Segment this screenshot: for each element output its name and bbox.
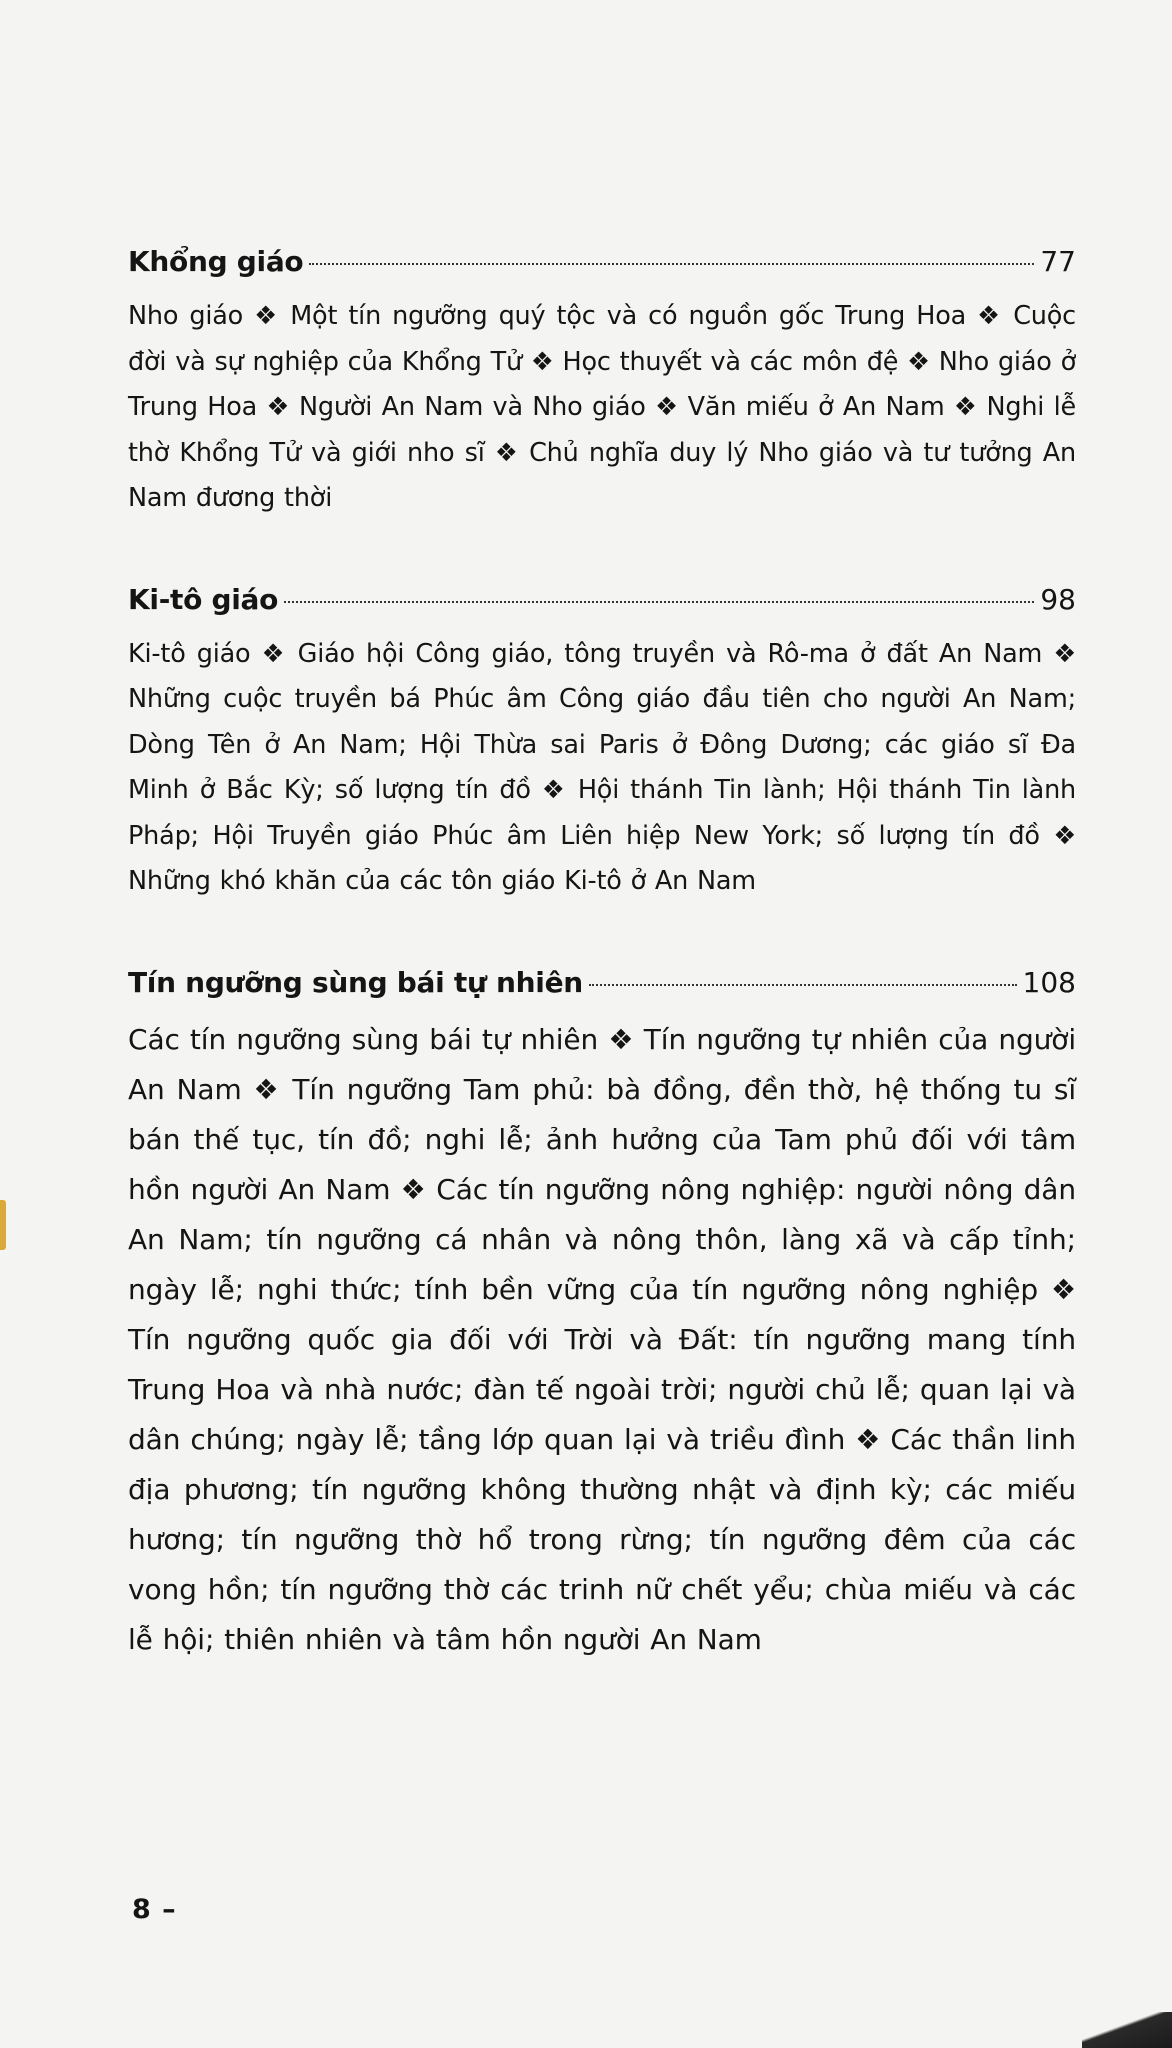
- page-number-footer: 8 –: [132, 1894, 177, 1925]
- dot-leader: [589, 984, 1017, 986]
- toc-entry-description: Các tín ngưỡng sùng bái tự nhiên ❖ Tín ngưỡng tự nhiên của người An Nam ❖ Tín ngưỡng Tam phủ: bà đồng, đền thờ, hệ thống tu sĩ bán thế tục, tín đồ; nghi lễ; ảnh hưởng của Tam phủ đối với tâm hồn người An Nam ❖ Các tín ngưỡng nông nghiệp: người nông dân An Nam; tín ngưỡng cá nhân và nông thôn, làng xã và cấp tỉnh; ngày lễ; nghi thức; tính bền vững của tín ngưỡng nông nghiệp ❖ Tín ngưỡng quốc gia đối với Trời và Đất: tín ngưỡng mang tính Trung Hoa và nhà nước; đàn tế ngoài trời; người chủ lễ; quan lại và dân chúng; ngày lễ; tầng lớp quan lại và triều đình ❖ Các thần linh địa phương; tín ngưỡng không thường nhật và định kỳ; các miếu hương; tín ngưỡng thờ hổ trong rừng; tín ngưỡng đêm của các vong hồn; tín ngưỡng thờ các trinh nữ chết yểu; chùa miếu và các lễ hội; thiên nhiên và tâm hồn người An Nam: [128, 1022, 1076, 1656]
- toc-entry-page-number: 77: [1040, 245, 1076, 278]
- toc-entry-page-number: 98: [1040, 582, 1076, 616]
- toc-entry-tin-nguong-sung-bai-tu-nhien: [128, 961, 1076, 1665]
- toc-entry-khong-giao: [128, 240, 1076, 522]
- toc-entry-header: [128, 240, 1076, 284]
- toc-entry-header: [128, 961, 1076, 1005]
- toc-entry-header: [128, 578, 1076, 622]
- page-corner-shadow: [1082, 2012, 1172, 2048]
- toc-entry-title: Khổng giáo: [128, 245, 304, 278]
- toc-entry-ki-to-giao: [128, 578, 1076, 905]
- toc-entry-page-number: 108: [1022, 965, 1076, 999]
- dot-leader: [309, 263, 1034, 265]
- toc-entry-title: Tín ngưỡng sùng bái tự nhiên: [128, 965, 583, 999]
- toc-entry-title: Ki-tô giáo: [128, 582, 279, 616]
- table-of-contents: [128, 240, 1076, 1721]
- toc-entry-description: Nho giáo ❖ Một tín ngưỡng quý tộc và có nguồn gốc Trung Hoa ❖ Cuộc đời và sự nghiệp của Khổng Tử ❖ Học thuyết và các môn đệ ❖ Nho giáo ở Trung Hoa ❖ Người An Nam và Nho giáo ❖ Văn miếu ở An Nam ❖ Nghi lễ thờ Khổng Tử và giới nho sĩ ❖ Chủ nghĩa duy lý Nho giáo và tư tưởng An Nam đương thời: [128, 301, 1076, 513]
- page-edge-mark: [0, 1200, 6, 1250]
- dot-leader: [284, 601, 1034, 603]
- toc-entry-description: Ki-tô giáo ❖ Giáo hội Công giáo, tông truyền và Rô-ma ở đất An Nam ❖ Những cuộc truyền bá Phúc âm Công giáo đầu tiên cho người An Nam; Dòng Tên ở An Nam; Hội Thừa sai Paris ở Đông Dương; các giáo sĩ Đa Minh ở Bắc Kỳ; số lượng tín đồ ❖ Hội thánh Tin lành; Hội thánh Tin lành Pháp; Hội Truyền giáo Phúc âm Liên hiệp New York; số lượng tín đồ ❖ Những khó khăn của các tôn giáo Ki-tô ở An Nam: [128, 638, 1076, 896]
